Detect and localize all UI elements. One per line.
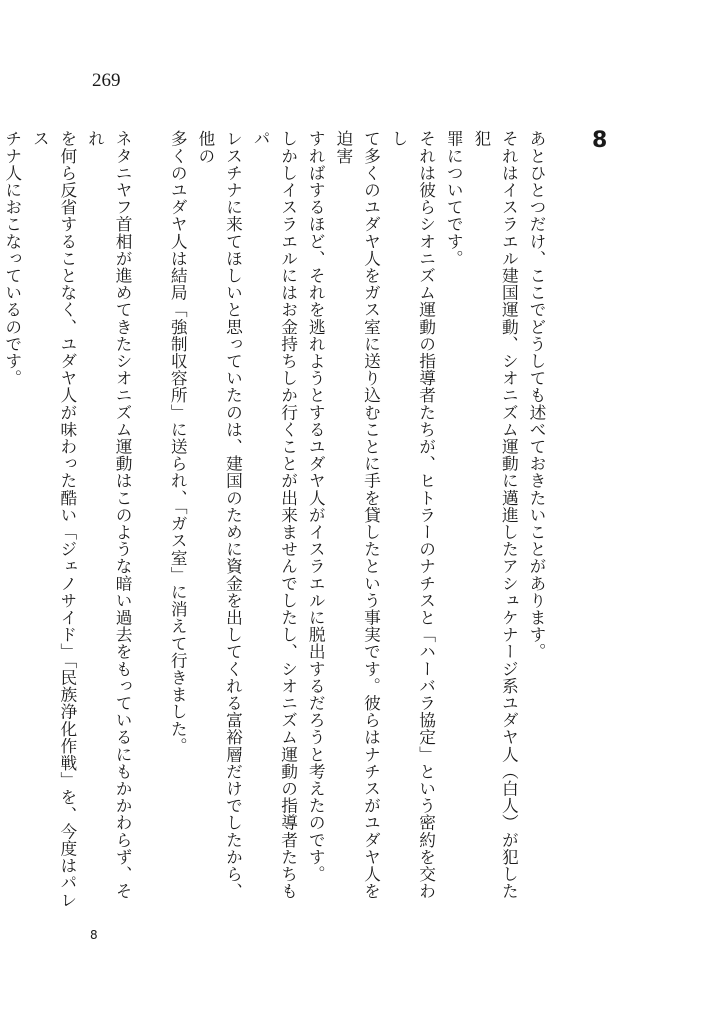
page-number: 269 — [92, 70, 121, 91]
body-line: 罪についてです。 — [444, 130, 465, 267]
body-line: しかしイスラエルにはお金持ちしか行くことが出来ませんでしたし、シオニズム運動の指導者たちもパ — [251, 130, 299, 900]
body-line: を何ら反省することなく、ユダヤ人が味わった酷い「ジェノサイド」「民族浄化作戦」を、今度はパレス — [30, 130, 78, 909]
blank-line — [136, 130, 164, 910]
body-line: それはイスラエル建国運動、シオニズム運動に邁進したアシュケナージ系ユダヤ人（白人）が犯した犯 — [471, 130, 520, 900]
footer-marker: 8 — [90, 928, 98, 942]
body-line: レスチナに来てほしいと思っていたのは、建国のために資金を出してくれる富裕層だけでしたから、他の — [195, 130, 244, 900]
body-line: チナ人におこなっているのです。 — [2, 130, 23, 387]
body-line: 多くのユダヤ人は結局「強制収容所」に送られ、「ガス室」に消えて行きました。 — [168, 130, 189, 755]
body-line: ネタニヤフ首相が進めてきたシオニズム運動はこのような暗い過去をもっているにもかかわらず、それ — [85, 130, 134, 900]
body-text — [2, 130, 550, 910]
chapter-marker: 8 — [592, 128, 608, 153]
body-line: て多くのユダヤ人をガス室に送り込むことに手を貸したという事実です。彼らはナチスがユダヤ人を迫害 — [333, 130, 382, 900]
body-line: それは彼らシオニズム運動の指導者たちが、ヒトラーのナチスと「ハーバラ協定」という密約を交わし — [389, 130, 437, 900]
body-line: あとひとつだけ、ここでどうしても述べておきたいことがあります。 — [527, 130, 547, 661]
body-line: すればするほど、それを逃れようとするユダヤ人がイスラエルに脱出するだろうと考えたのです。 — [306, 130, 327, 883]
